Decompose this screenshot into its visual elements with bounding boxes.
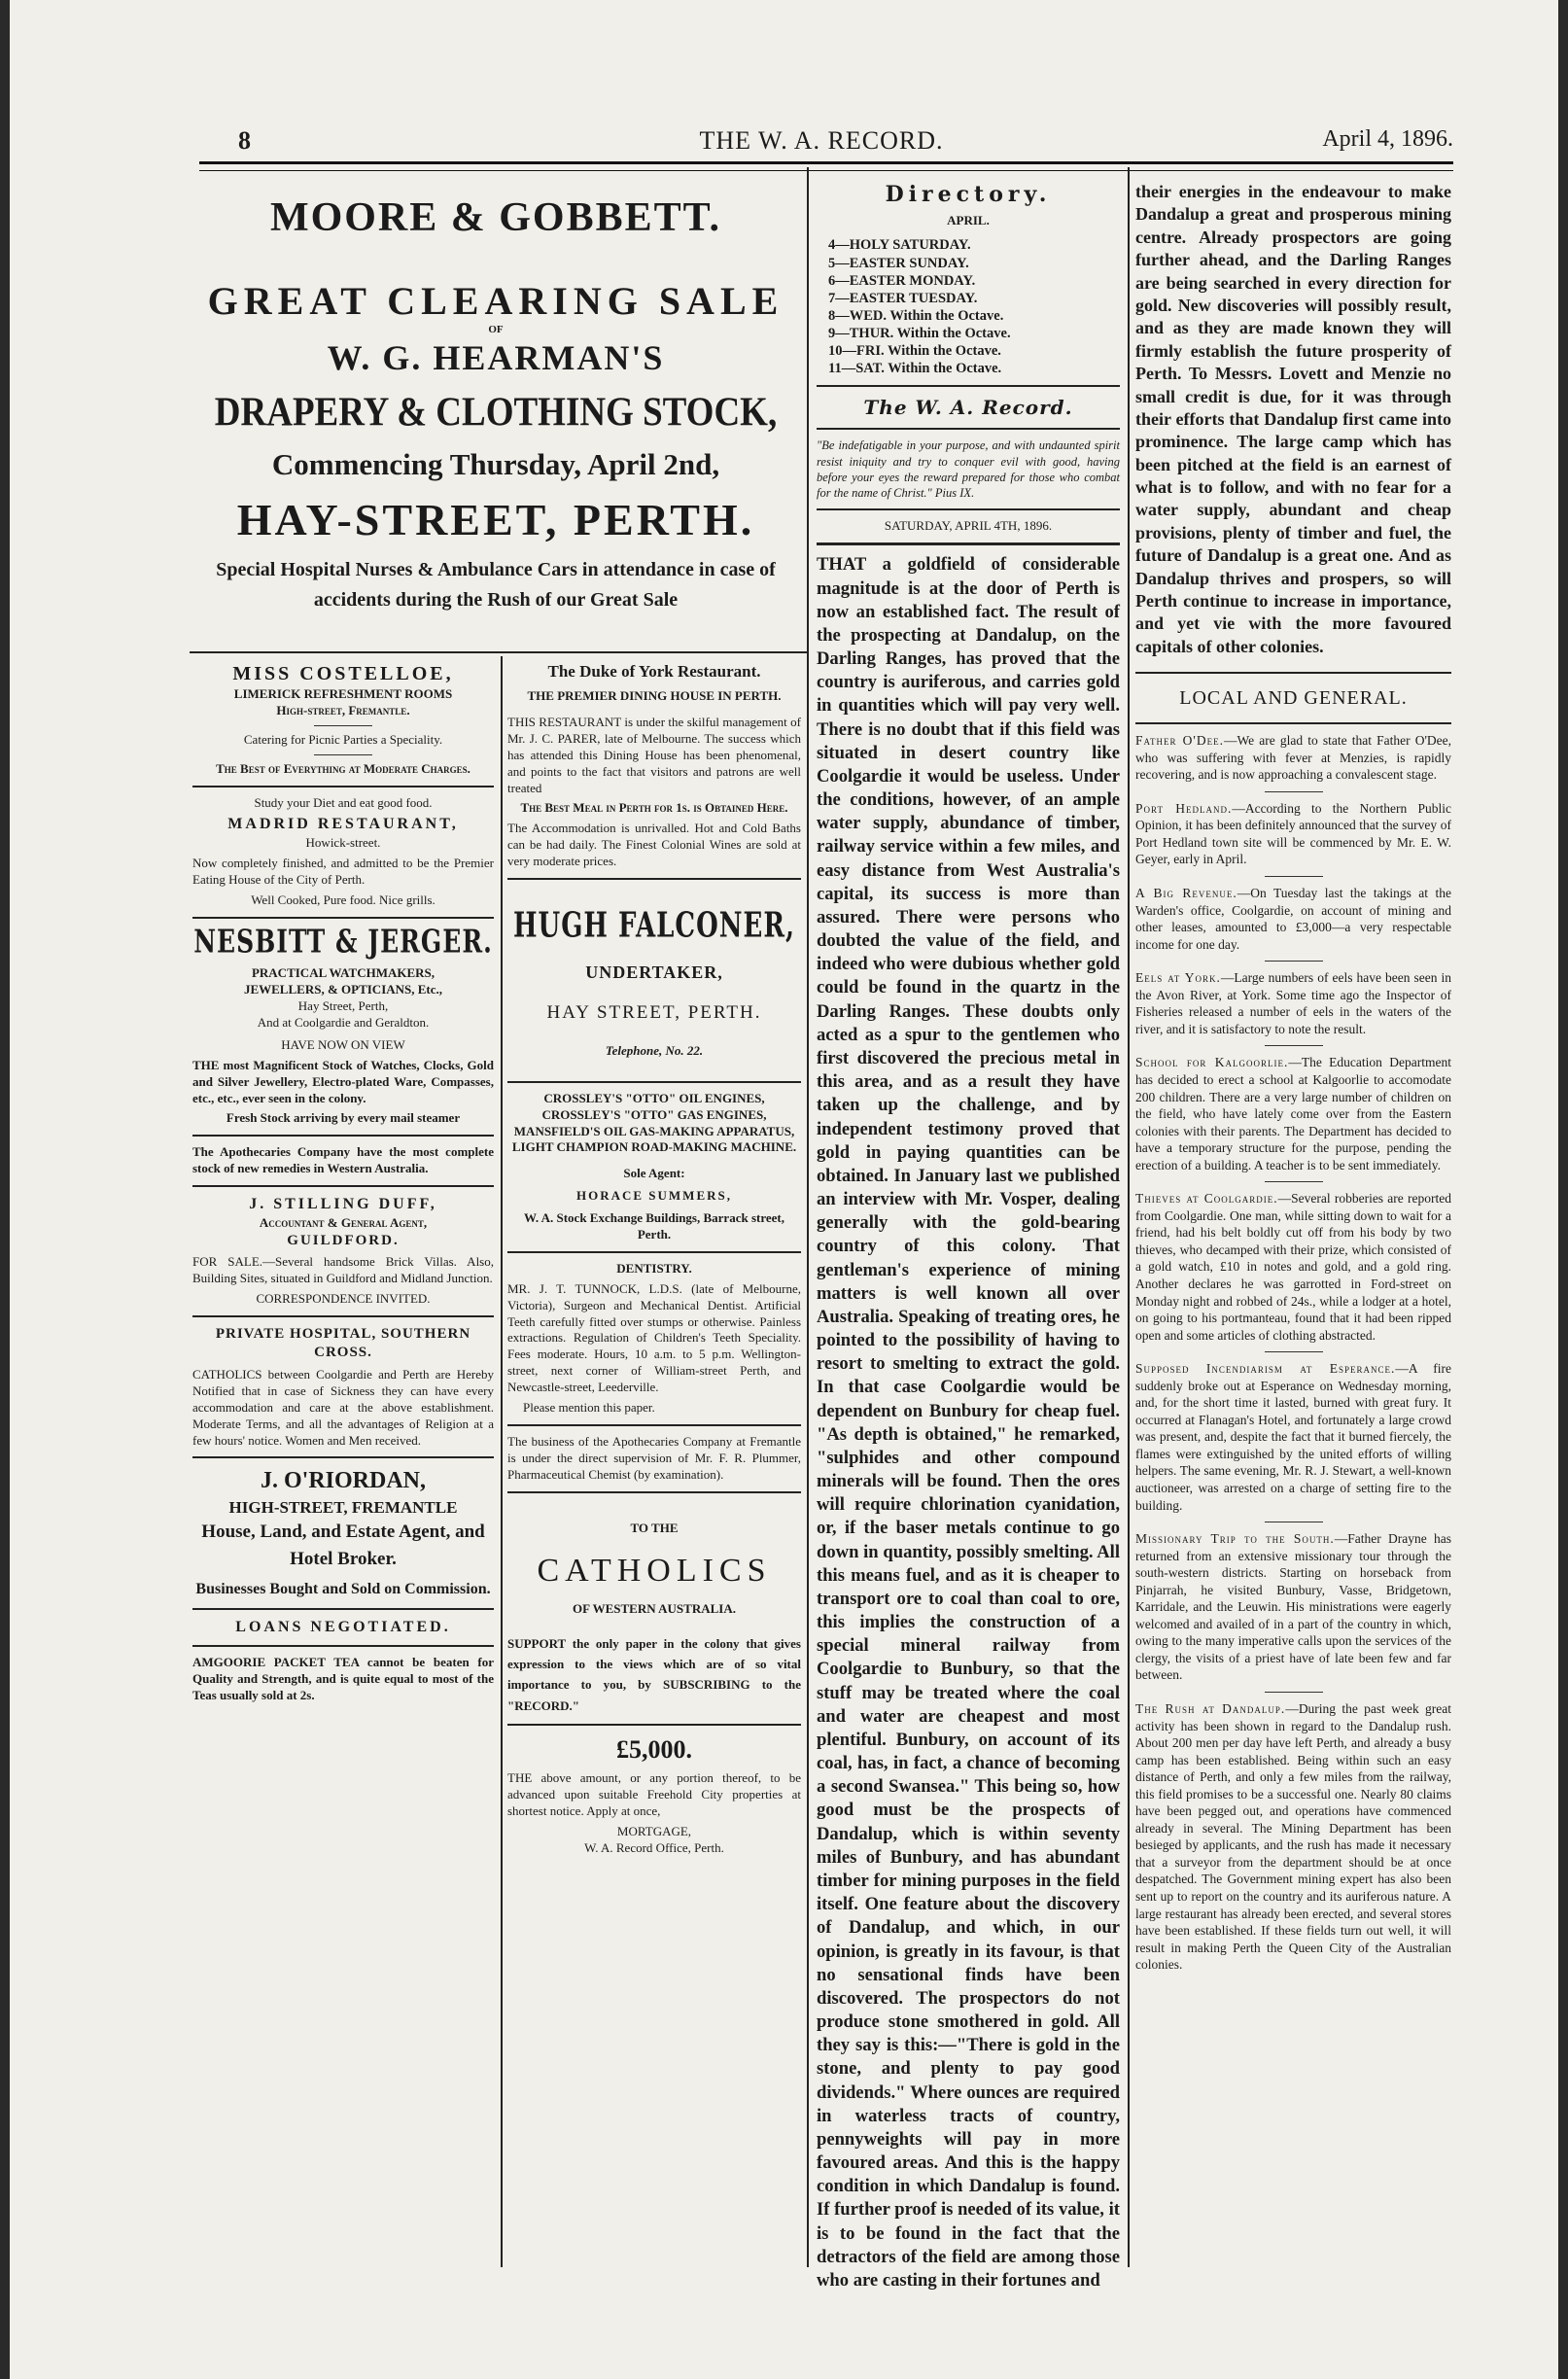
news-item-body: —A fire suddenly broke out at Esperance on Wednesday morning, and, for the short time it lasted, burned with great fury. It occurred at Flanagan's Hotel, and fortunately a large crowd was present, and, despite the fact that it burned fiercely, the flames were extinguished by the united efforts of willing helpers. The same evening, Mr. R. J. Stewart, a well-known auctioneer, was arrested on a charge of setting fire to the building.: [1135, 1361, 1451, 1513]
directory-item: 4—HOLY SATURDAY.: [828, 237, 971, 254]
directory-item: 9—THUR. Within the Octave.: [828, 326, 1011, 342]
page-number: 8: [238, 126, 251, 155]
engines-line-4: LIGHT CHAMPION ROAD-MAKING MACHINE.: [511, 1139, 797, 1155]
dentistry-body: MR. J. T. TUNNOCK, L.D.S. (late of Melbourne, Victoria), Surgeon and Mechanical Dentist. Artificial Teeth carefully fitted over stumps or otherwise. Painless extractions. Regulation of Children's Teeth Speciality. Fees moderate. Hours, 10 a.m. to 5 p.m. Wellington-street, next corner of William-street Perth, and Newcastle-street, Leederville.: [507, 1280, 801, 1395]
madrid-title: MADRID RESTAURANT,: [227, 816, 459, 833]
divider: [817, 385, 1120, 387]
nesbitt-ad: [192, 923, 494, 1128]
news-item-heading: Supposed Incendiarism at Esperance.: [1135, 1361, 1396, 1377]
madrid-lead: Study your Diet and eat good food.: [254, 794, 433, 810]
divider: [192, 1608, 494, 1610]
directory-item: 5—EASTER SUNDAY.: [828, 255, 969, 271]
nesbitt-title: NESBITT & JERGER.: [193, 923, 493, 960]
york-ad: [507, 661, 801, 870]
directory-item: 7—EASTER TUESDAY.: [828, 290, 978, 306]
madrid-body: Now completely finished, and admitted to be the Premier Eating House of the City of Perth.: [192, 856, 494, 888]
divider: [817, 542, 1120, 545]
directory-month: APRIL.: [947, 212, 990, 227]
news-item-body: —Several robberies are reported from Coolgardie. One man, while sitting down to wait for a friend, had his belt boldly cut off from his body by two thieves, who decamped with their prize, which consisted of a gold watch, £10 in notes and gold, and a gold ring. Another declares he was garrotted in Ford-street on Monday night and robbed of 24s., while a lodger at a hotel, on going to his portmanteau, found that it had been ripped open and some articles of clothing abstracted.: [1135, 1191, 1451, 1343]
dentistry-foot: Please mention this paper.: [523, 1400, 655, 1416]
falconer-ad: [507, 888, 801, 1073]
news-item-heading: School for Kalgoorlie.: [1135, 1055, 1289, 1070]
banner-rule: [190, 651, 807, 653]
catholics-sub: OF WESTERN AUSTRALIA.: [573, 1600, 736, 1616]
column-3: [817, 181, 1120, 2291]
news-item: [1135, 969, 1451, 1037]
directory-list: [817, 236, 1120, 377]
divider: [1265, 1351, 1323, 1352]
costelloe-sub: LIMERICK REFRESHMENT ROOMS: [233, 686, 453, 701]
mortgage-body: THE above amount, or any portion thereof, to be advanced upon suitable Freehold City properties at shortest notice. Apply at once,: [507, 1770, 801, 1818]
madrid-foot: Well Cooked, Pure food. Nice grills.: [251, 892, 436, 907]
news-item-body: —On Tuesday last the takings at the Warden's office, Coolgardie, on account of mining and other leases, amounted to £3,000—a very respectable income for one day.: [1135, 886, 1451, 952]
news-item: [1135, 885, 1451, 953]
ad-street: HAY-STREET, PERTH.: [236, 495, 755, 544]
nesbitt-body: THE most Magnificent Stock of Watches, Clocks, Gold and Silver Jewellery, Electro-plated Ware, Compasses, etc., etc., ever seen in the colony.: [192, 1057, 494, 1105]
news-item-heading: Thieves at Coolgardie.: [1135, 1191, 1278, 1207]
apothecaries-notice: The Apothecaries Company have the most complete stock of new remedies in Western Australia.: [192, 1144, 494, 1176]
ad-commencing: Commencing Thursday, April 2nd,: [271, 447, 720, 481]
divider: [1265, 1045, 1323, 1046]
mortgage-ad: [507, 1733, 801, 1856]
divider: [817, 428, 1120, 430]
hospital-body: CATHOLICS between Coolgardie and Perth are Hereby Notified that in case of Sickness they can have every accommodation and care at the above establishment. Moderate Terms, and all the advantages of Religion at a few hours' notice. Women and Men received.: [192, 1366, 494, 1448]
nesbitt-fresh: Fresh Stock arriving by every mail steamer: [226, 1110, 461, 1126]
local-general-list: [1135, 732, 1451, 1974]
falconer-line-1: UNDERTAKER,: [585, 962, 723, 982]
engines-name: HORACE SUMMERS,: [575, 1188, 732, 1204]
mortgage-line-2: W. A. Record Office, Perth.: [584, 1839, 724, 1855]
ad-of: OF: [488, 324, 504, 335]
news-item: [1135, 1530, 1451, 1684]
editorial: THAT a goldfield of considerable magnitude is at the door of Perth is now an established fact. The result of the prospecting at Dandalup, on the Darling Ranges, has proved that the country is auriferous, and carries gold in quantities which will pay very well. There is no doubt that if this field was situated in desert country like Coolgardie it would be useless. Under the conditions, however, of an ample water supply, abundance of timber, railway service within a few miles, and easy distance from West Australia's capital, its success is more than assured. There were persons who doubted the value of the field, and indeed who were dubious whether gold could be found in the quartz in the Darling Ranges. These doubts only acted as a spur to the gentlemen who first discovered the precious metal in this area, and as a result they have taken up the challenge, and by independent testimony proved that gold in paying quantities can be obtained. In January last we published an interview with Mr. Vosper, dealing generally with the gold-bearing country of this colony. That gentleman's experience of mining matters is well known all over Australia. Speaking of treating ores, he pointed to the possibility of having to resort to smelting to extract the gold. In that case Coolgardie would be dependent on Bunbury for cheap fuel. "As depth is obtained," he remarked, "sulphides and other compound minerals will be found. Then the ores will require chlorination cyanidation, or, if the baser metals continue to go down in quantity, possibly smelting. All this means fuel, and as it is cheaper to transport ore to coal than coal to ore, this implies the construction of a special mineral railway from Coolgardie to Bunbury, so that the stuff may be treated where the coal and water are cheapest and most plentiful. Bunbury, on account of its coal, has, in fact, a chance of becoming a second Swansea." This being so, how good must be the prospects of Dandalup, which is within seventy miles of Bunbury, and has abundant timber for mining purposes in the field itself. One feature about the discovery of Dandalup, and which, in our opinion, is greatly in its favour, is that no sensational finds have been discovered. The prospectors do not produce stone smothered in gold. All they say is this:—"There is gold in the stone, and plenty to pay good dividends." Where ounces are required in waterless tracts of country, pennyweights will pay in more favoured areas. And this is the happy condition in which Dandalup is found. If further proof is needed of its value, it is to be found in the fact that the detractors of the field are among those who are casting in their fortunes and: [817, 554, 1120, 2291]
engines-ad: [507, 1091, 801, 1243]
divider: [1265, 1181, 1323, 1182]
nesbitt-view: HAVE NOW ON VIEW: [281, 1036, 405, 1052]
catholics-ad: [507, 1501, 801, 1717]
york-meal: The Best Meal in Perth for 1s. is Obtained Here.: [520, 800, 788, 816]
divider: [314, 754, 372, 755]
editorial-continued: their energies in the endeavour to make Dandalup a great and prosperous mining centre. Already prospectors are going further ahead, and the Darling Ranges are being searched in every direction for gold. New discoveries will possibly result, and as they are made known they will firmly establish the future prosperity of Perth. To Messrs. Lovett and Menzie no small credit is due, for it was through their efforts that Dandalup first came into prominence. The large camp which has been pitched at the field is an earnest of what is to follow, and with no fear for a water supply, abundant and cheap provisions, plenty of timber and fuel, the future of Dandalup is a great one. And as Dandalup thrives and prospers, so will Perth continue to increase in importance, and yet vie with the more favoured capitals of other colonies.: [1135, 182, 1451, 656]
directory: [817, 181, 1120, 228]
engines-line-2: CROSSLEY'S "OTTO" GAS ENGINES,: [541, 1106, 767, 1122]
news-item-heading: Port Hedland.: [1135, 800, 1233, 816]
costelloe-address: High-street, Fremantle.: [276, 702, 410, 717]
mortgage-amount: £5,000.: [616, 1735, 692, 1765]
divider: [192, 786, 494, 787]
divider: [1135, 722, 1451, 724]
duff-body: FOR SALE.—Several handsome Brick Villas. Also, Building Sites, situated in Guildford and Midland Junction.: [192, 1254, 494, 1286]
divider: [1265, 791, 1323, 792]
masthead-quote: "Be indefatigable in your purpose, and with undaunted spirit resist iniquity and try to conquer evil with good, having before your eyes the reward prepared for those who combat for the name of Christ." Pius IX.: [817, 438, 1120, 501]
catholics-title: CATHOLICS: [537, 1553, 772, 1590]
news-item-heading: Eels at York.: [1135, 970, 1221, 986]
hospital-title: PRIVATE HOSPITAL, SOUTHERN CROSS.: [215, 1325, 471, 1361]
duff-line-2: GUILDFORD.: [287, 1232, 400, 1248]
newspaper-page: [10, 0, 1558, 2379]
madrid-address: Howick-street.: [305, 835, 381, 851]
madrid-ad: [192, 795, 494, 909]
news-item-heading: Missionary Trip to the South.: [1135, 1531, 1335, 1547]
divider: [192, 1315, 494, 1317]
costelloe-charges: The Best of Everything at Moderate Charges.: [216, 760, 470, 776]
news-item-heading: A Big Revenue.: [1135, 886, 1237, 901]
divider: [507, 1081, 801, 1083]
ad-firm-name: MOORE & GOBBETT.: [269, 195, 722, 240]
issue-date-header: April 4, 1896.: [1322, 126, 1453, 152]
ad-hearman: W. G. HEARMAN'S: [327, 338, 665, 377]
falconer-line-2: HAY STREET, PERTH.: [546, 1002, 762, 1024]
news-item-body: —Father Drayne has returned from an extensive missionary tour through the south-western districts. Starting on horseback from Pinjarrah, he visited Bunbury, Vasse, Bridgetown, Karridale, and the Leuwin. His ministrations were eagerly welcomed and availed of in a part of the country in which, owing to the many imperative calls upon the services of the clergy, the visits of a priest have of late been few and far between.: [1135, 1531, 1451, 1683]
nesbitt-line-4: And at Coolgardie and Geraldton.: [257, 1014, 430, 1030]
divider: [1265, 1692, 1323, 1693]
news-item-body: —We are glad to state that Father O'Dee, who was suffering with fever at Menzies, is rapidly recovering, and is now approaching a convalescent stage.: [1135, 733, 1452, 783]
engines-agent: Sole Agent:: [623, 1166, 685, 1181]
engines-address: W. A. Stock Exchange Buildings, Barrack street, Perth.: [524, 1210, 784, 1242]
divider: [192, 1645, 494, 1647]
costelloe-picnic: Catering for Picnic Parties a Speciality.: [243, 731, 443, 747]
news-item: [1135, 1054, 1451, 1173]
local-general-title: LOCAL AND GENERAL.: [1179, 687, 1408, 710]
dentistry-title: DENTISTRY.: [616, 1260, 692, 1276]
directory-item: 8—WED. Within the Octave.: [828, 307, 1004, 324]
falconer-title: HUGH FALCONER,: [512, 906, 796, 946]
news-item-body: —The Education Department has decided to erect a school at Kalgoorlie to accomodate 200 children. There are a very large number of children on the field, who have lately come over from the Eastern colonies with their parents. The Department has decided to have a temporary structure for the purpose, pending the erection of a building. A teacher is to be sent immediately.: [1135, 1055, 1451, 1172]
nesbitt-line-2: JEWELLERS, & OPTICIANS, Etc.,: [243, 982, 443, 997]
divider: [192, 917, 494, 919]
newspaper-title: THE W. A. RECORD.: [699, 126, 944, 155]
divider: [192, 1135, 494, 1137]
ad-hospital-notice: Special Hospital Nurses & Ambulance Cars in attendance in case of accidents during the Rush of our Great Sale: [216, 559, 776, 611]
nesbitt-line-3: Hay Street, Perth,: [297, 998, 389, 1014]
divider: [507, 1251, 801, 1253]
nesbitt-line-1: PRACTICAL WATCHMAKERS,: [251, 965, 436, 981]
news-item: [1135, 800, 1451, 868]
news-item-body: —According to the Northern Public Opinion, it has been definitely announced that the survey of Port Hedland town site will be commenced by Mr. E. W. Geyer, early in April.: [1135, 800, 1451, 867]
masthead: The W. A. Record.: [863, 396, 1073, 420]
costelloe-ad: [192, 661, 494, 778]
york-sub: THE PREMIER DINING HOUSE IN PERTH.: [527, 688, 782, 704]
catholics-body: SUPPORT the only paper in the colony that gives expression to the views which are of so vital importance to you, by SUBSCRIBING to the "RECORD.": [507, 1635, 801, 1713]
york-body-2: The Accommodation is unrivalled. Hot and Cold Baths can be had daily. The Finest Colonial Wines are sold at very moderate prices.: [507, 821, 801, 869]
divider: [192, 1456, 494, 1458]
york-title: The Duke of York Restaurant.: [547, 662, 761, 681]
york-body: THIS RESTAURANT is under the skilful management of Mr. J. C. PARER, late of Melbourne. The success which has attended this Dining House has been phenomenal, and points to the fact that visitors and patrons are well treated: [507, 714, 801, 795]
duff-foot: CORRESPONDENCE INVITED.: [256, 1291, 431, 1307]
moore-gobbett-ad: [190, 185, 802, 651]
duff-ad: [192, 1195, 494, 1308]
tea-ad: AMGOORIE PACKET TEA cannot be beaten for Quality and Strength, and is quite equal to most of the Teas usually sold at 2s.: [192, 1655, 494, 1703]
column-2: [507, 661, 801, 2262]
divider: [507, 878, 801, 880]
divider: [507, 1724, 801, 1726]
divider: [507, 1491, 801, 1493]
costelloe-title: MISS COSTELLOE,: [232, 663, 454, 684]
news-item-heading: The Rush at Dandalup.: [1135, 1701, 1286, 1716]
directory-title: Directory.: [885, 182, 1052, 207]
directory-item: 11—SAT. Within the Octave.: [828, 361, 1002, 377]
column-4: [1135, 181, 1451, 2262]
oriordan-line-3: Businesses Bought and Sold on Commission.: [195, 1580, 491, 1597]
column-1: [192, 661, 494, 2262]
oriordan-line-2: House, Land, and Estate Agent, and Hotel Broker.: [201, 1521, 485, 1570]
engines-line-3: MANSFIELD'S OIL GAS-MAKING APPARATUS,: [513, 1123, 795, 1138]
directory-item: 10—FRI. Within the Octave.: [828, 343, 1001, 360]
mortgage-line-1: MORTGAGE,: [616, 1823, 692, 1838]
falconer-telephone: Telephone, No. 22.: [605, 1042, 704, 1058]
divider: [507, 1424, 801, 1426]
news-item: [1135, 1360, 1451, 1514]
news-item: [1135, 1190, 1451, 1344]
news-item-body: —Large numbers of eels have been seen in the Avon River, at York. Some time ago the Inspector of Fisheries released a number of eels in the waters of the river, and it is satisfactory to note the result.: [1135, 970, 1451, 1036]
divider: [1135, 672, 1451, 674]
engines-line-1: CROSSLEY'S "OTTO" OIL ENGINES,: [543, 1090, 765, 1105]
news-item-heading: Father O'Dee.: [1135, 733, 1224, 749]
column-rule: [501, 656, 503, 2267]
divider: [817, 508, 1120, 510]
column-rule: [807, 167, 809, 2267]
ad-headline: GREAT CLEARING SALE: [207, 279, 784, 323]
news-item-body: —During the past week great activity has been shown in regard to the Dandalup rush. About 200 men per day have left Perth, and already a busy camp has been established. Being within such an easy distance of Perth, and only a few miles from the railway, this field promises to be a successful one. Nearly 80 claims have been pegged out, and operations have commenced already in several. The Mining Department has been besieged by applicants, and the rush has made it necessary that a surveyor from the department should be at once despatched. The Government mining expert has also been sent up to report on the country and its auriferous nature. A large restaurant has already been erected, and several stores have been established. If these fields turn out well, it will result in making Perth the Queen City of the Australian colonies.: [1135, 1701, 1451, 1973]
duff-line-1: Accountant & General Agent,: [259, 1214, 428, 1230]
divider: [314, 725, 372, 726]
divider: [1265, 876, 1323, 877]
news-item: [1135, 732, 1451, 784]
column-rule: [1128, 167, 1130, 2267]
apothecaries-fremantle: The business of the Apothecaries Company at Fremantle is under the direct supervision of Mr. F. R. Plummer, Pharmaceutical Chemist (by examination).: [507, 1433, 801, 1482]
catholics-to: TO THE: [630, 1520, 679, 1535]
page-header: [190, 126, 1453, 161]
oriordan-ad: [192, 1466, 494, 1599]
duff-title: J. STILLING DUFF,: [249, 1196, 437, 1213]
directory-item: 6—EASTER MONDAY.: [828, 272, 976, 289]
issue-date: SATURDAY, APRIL 4TH, 1896.: [884, 518, 1053, 534]
oriordan-line-1: HIGH-STREET, FREMANTLE: [228, 1497, 458, 1517]
news-item: [1135, 1700, 1451, 1974]
divider: [192, 1185, 494, 1187]
divider: [1265, 961, 1323, 962]
oriordan-title: J. O'RIORDAN,: [260, 1468, 426, 1494]
loans-title: LOANS NEGOTIATED.: [235, 1618, 451, 1635]
header-rule: [199, 161, 1453, 171]
ad-stock: DRAPERY & CLOTHING STOCK,: [214, 389, 778, 437]
